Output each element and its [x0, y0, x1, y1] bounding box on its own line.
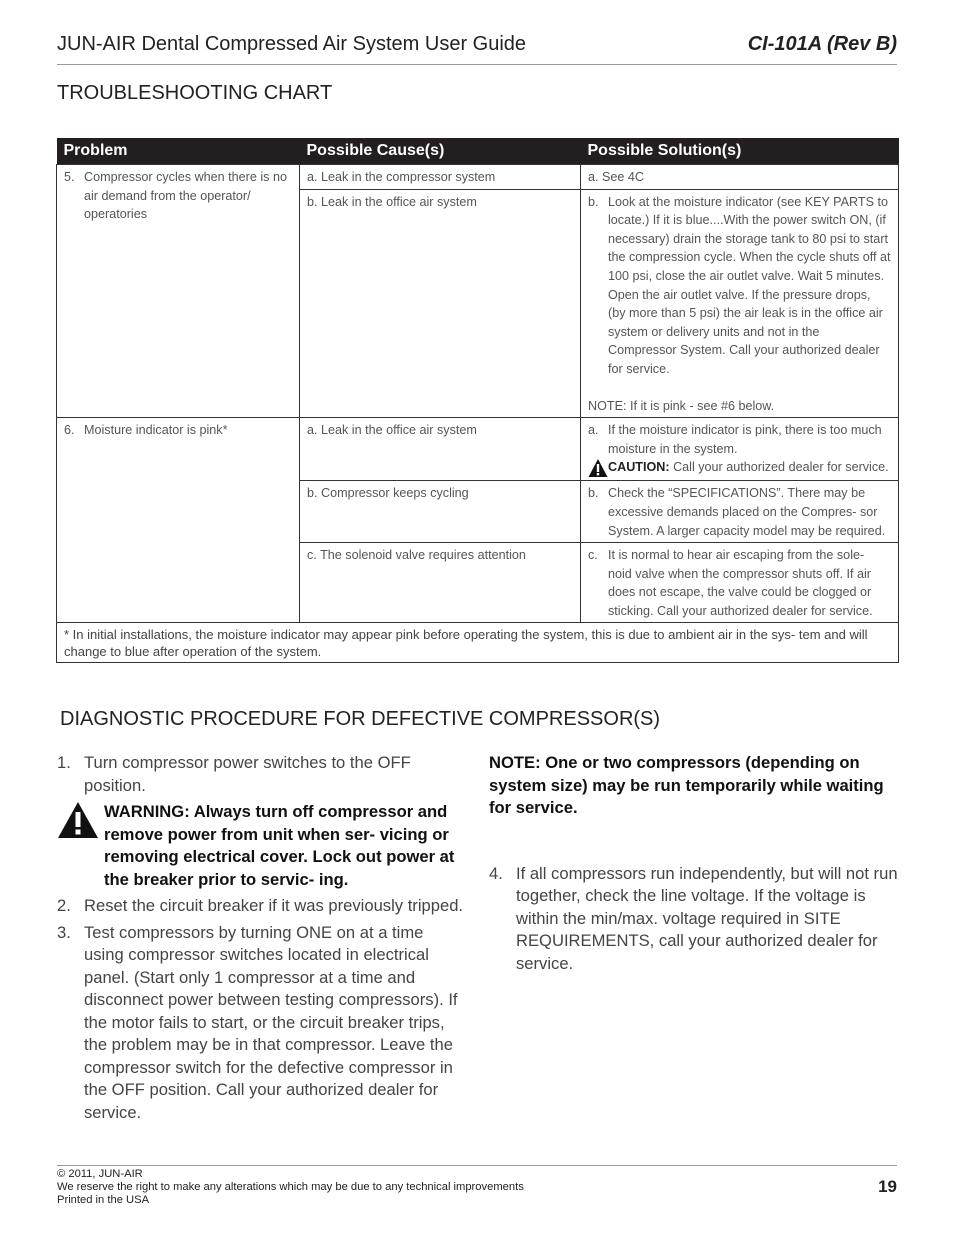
problem-number: 6.	[64, 423, 75, 438]
solution-6a	[581, 418, 899, 481]
problem-number: 5.	[64, 170, 75, 184]
header-divider	[57, 64, 897, 65]
warning-triangle-icon	[57, 801, 104, 891]
list-item	[57, 895, 467, 918]
solution-letter: b.	[588, 194, 599, 209]
troubleshooting-table	[56, 138, 899, 663]
problem-5	[57, 165, 300, 418]
problem-text: Moisture indicator is pink*	[84, 423, 228, 438]
disclaimer: We reserve the right to make any alterations which may be due to any technical improvements	[57, 1181, 524, 1193]
solution-letter: a.	[588, 423, 599, 438]
solution-5a: a. See 4C	[581, 165, 899, 190]
caution-triangle-icon	[588, 458, 608, 478]
footer	[57, 1168, 524, 1207]
header-problem: Problem	[57, 138, 300, 165]
solution-6c	[581, 543, 899, 623]
problem-6	[57, 418, 300, 623]
printed-in: Printed in the USA	[57, 1194, 150, 1206]
step-text: If all compressors run independently, but will not run together, check the line voltage. If the voltage is within the min/max. voltage required in SITE REQUIREMENTS, call your authorized dealer for service.	[516, 863, 898, 973]
problem-text: Compressor cycles when there is no air demand from the operator/ operatories	[84, 170, 287, 222]
solution-text: It is normal to hear air escaping from the sole- noid valve when the compressor shuts off. If air does not escape, the valve could be clogged or sticking. Call your authorized dealer for service.	[608, 548, 873, 618]
solution-text: Check the “SPECIFICATIONS”. There may be excessive demands placed on the Compres- sor System. A larger capacity model may be required.	[608, 486, 886, 538]
page-number: 19	[878, 1177, 897, 1196]
step-text: Reset the circuit breaker if it was previously tripped.	[84, 896, 464, 915]
troubleshooting-heading: TROUBLESHOOTING CHART	[57, 82, 333, 104]
solution-5b	[581, 189, 899, 418]
table-footnote: * In initial installations, the moisture indicator may appear pink before operating the system, this is due to ambient air in the sys- tem and will change to blue after operation of the system.	[57, 623, 899, 663]
warning-block	[57, 801, 467, 891]
step-text: Test compressors by turning ONE on at a time using compressor switches located in electrical panel. (Start only 1 compressor at a time and disconnect power between testing compressors). If the motor fails to start, or the circuit breaker trips, the problem may be in that compressor. Leave the compressor switch for the defective compressor in the OFF position. Call your authorized dealer for service.	[84, 922, 458, 1122]
header-cause: Possible Cause(s)	[300, 138, 581, 165]
cause-6c: c. The solenoid valve requires attention	[300, 543, 581, 623]
cause-5b: b. Leak in the office air system	[300, 189, 581, 418]
list-item	[57, 752, 467, 797]
diagnostic-steps-left	[57, 752, 467, 1128]
service-note: NOTE: One or two compressors (depending on system size) may be run temporarily while waiting for service.	[489, 753, 884, 817]
solution-note: NOTE: If it is pink - see #6 below.	[588, 398, 775, 413]
step-number: 2.	[57, 896, 71, 915]
caution-text: Call your authorized dealer for service.	[673, 460, 889, 475]
copyright: © 2011, JUN-AIR	[57, 1168, 143, 1180]
document-id: CI-101A (Rev B)	[747, 33, 897, 55]
diagnostic-steps-right	[489, 752, 899, 979]
cause-6a: a. Leak in the office air system	[300, 418, 581, 481]
solution-text: Look at the moisture indicator (see KEY PARTS to locate.) If it is blue....With the power switch ON, (if necessary) drain the storage tank to 80 psi to start the compression cycle. When the cycle shuts off at 100 psi, close the air outlet valve. Wait 5 minutes. Open the air outlet valve. If the pressure drops, (by more than 5 psi) the air leak is in the office air system or delivery units and not in the Compressor System. Call your authorized dealer for service.	[608, 194, 891, 376]
warning-text: WARNING: Always turn off compressor and remove power from unit when ser- vicing or removing electrical cover. Lock out power at the breaker prior to servic- ing.	[104, 802, 455, 889]
table-row	[57, 418, 899, 481]
step-number: 4.	[489, 863, 503, 883]
step-text: Turn compressor power switches to the OFF position.	[84, 753, 411, 795]
solution-6b	[581, 481, 899, 543]
list-item	[489, 863, 899, 976]
footer-divider	[57, 1165, 897, 1166]
header-solution: Possible Solution(s)	[581, 138, 899, 165]
solution-letter: b.	[588, 486, 599, 501]
cause-6b: b. Compressor keeps cycling	[300, 481, 581, 543]
table-footnote-row	[57, 623, 899, 663]
list-item	[57, 922, 467, 1125]
solution-letter: c.	[588, 548, 598, 563]
document-title: JUN-AIR Dental Compressed Air System User Guide	[57, 33, 527, 55]
solution-text: If the moisture indicator is pink, there is too much moisture in the system.	[608, 423, 882, 456]
table-header-row	[57, 138, 899, 165]
cause-5a: a. Leak in the compressor system	[300, 165, 581, 190]
caution-label: CAUTION:	[608, 460, 670, 475]
table-row	[57, 165, 899, 190]
step-number: 3.	[57, 922, 71, 942]
step-number: 1.	[57, 753, 71, 772]
diagnostic-heading: DIAGNOSTIC PROCEDURE FOR DEFECTIVE COMPRESSOR(S)	[60, 708, 661, 730]
